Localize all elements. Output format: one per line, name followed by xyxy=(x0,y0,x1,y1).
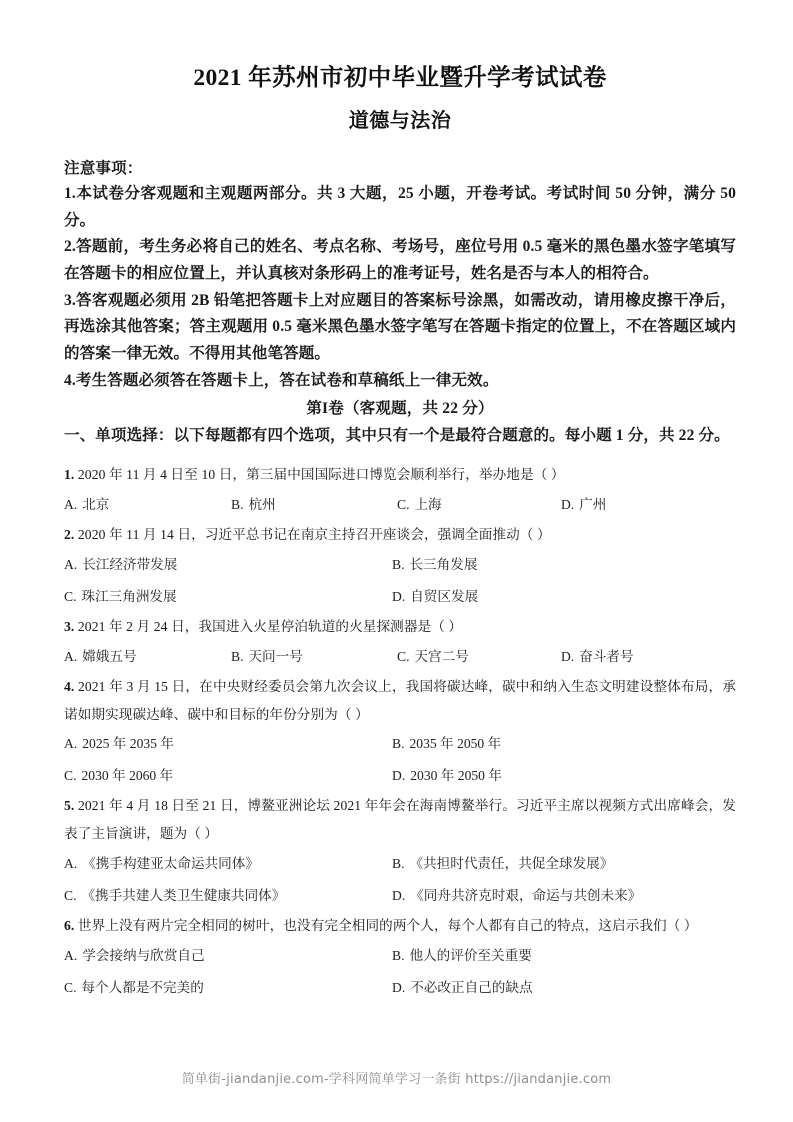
notice-item-3: 3.答客观题必须用 2B 铅笔把答题卡上对应题目的答案标号涂黑，如需改动，请用橡皮擦干净后，再选涂其他答案；答主观题用 0.5 毫米黑色墨水签字笔写在答题卡指定的位置上，不在答题区域内的答案一律无效。不得用其他笔答题。 xyxy=(64,291,736,363)
question-3-option-d[interactable] xyxy=(561,641,736,673)
question-5-stem xyxy=(64,792,736,848)
question-5-option-b[interactable] xyxy=(392,848,736,880)
question-3 xyxy=(64,613,736,673)
question-4-stem xyxy=(64,673,736,729)
part-heading: 第I卷（客观题，共 22 分） xyxy=(306,400,494,418)
question-6-option-b-letter: B. xyxy=(392,947,405,963)
question-5-option-c-letter: C. xyxy=(64,887,77,903)
question-5-option-b-letter: B. xyxy=(392,856,405,872)
question-3-option-b-text: 天问一号 xyxy=(248,648,303,664)
question-4-option-c[interactable] xyxy=(64,760,392,792)
notice-heading: 注意事项： xyxy=(64,160,143,178)
question-2-number: 2. xyxy=(64,527,75,543)
question-6-number: 6. xyxy=(64,917,75,933)
question-1-option-c[interactable] xyxy=(397,489,561,521)
question-3-option-a-text: 嫦娥五号 xyxy=(82,648,137,664)
question-5-options-row-1 xyxy=(64,848,736,880)
question-2-option-c[interactable] xyxy=(64,581,392,613)
question-5-option-d[interactable] xyxy=(392,880,736,912)
question-1-stem xyxy=(64,461,736,489)
question-3-option-a-letter: A. xyxy=(64,648,78,664)
question-1-option-b-text: 杭州 xyxy=(248,497,276,513)
question-6-option-a[interactable] xyxy=(64,940,392,972)
notice-block xyxy=(64,157,736,394)
question-2-option-d[interactable] xyxy=(392,581,736,613)
question-2-stem xyxy=(64,521,736,549)
question-3-text: 2021 年 2 月 24 日，我国进入火星停泊轨道的火星探测器是（ ） xyxy=(77,618,463,634)
question-4-options-row-2 xyxy=(64,760,736,792)
question-4 xyxy=(64,673,736,793)
question-6-options-row-1 xyxy=(64,940,736,972)
question-1-option-a-text: 北京 xyxy=(82,497,110,513)
question-2-option-d-letter: D. xyxy=(392,588,406,604)
question-3-option-c[interactable] xyxy=(397,641,561,673)
question-2-option-b-text: 长三角发展 xyxy=(409,557,478,573)
question-2-option-a[interactable] xyxy=(64,549,392,581)
question-3-option-c-text: 天宫二号 xyxy=(414,648,469,664)
question-4-text: 2021 年 3 月 15 日，在中央财经委员会第九次会议上，我国将碳达峰，碳中和纳入生态文明建设整体布局，承诺如期实现碳达峰、碳中和目标的年份分别为（ ） xyxy=(64,678,736,722)
question-1 xyxy=(64,461,736,521)
question-1-options-row-1 xyxy=(64,489,736,521)
page-content xyxy=(64,0,736,1004)
question-4-option-a-text: 2025 年 2035 年 xyxy=(82,736,174,752)
question-1-option-a[interactable] xyxy=(64,489,231,521)
question-5-option-c[interactable] xyxy=(64,880,392,912)
question-4-option-d-letter: D. xyxy=(392,768,406,784)
question-5-text: 2021 年 4 月 18 日至 21 日，博鳌亚洲论坛 2021 年年会在海南博鳌举行。习近平主席以视频方式出席峰会，发表了主旨演讲，题为（ ） xyxy=(64,798,736,842)
question-6-option-c-text: 每个人都是不完美的 xyxy=(81,979,204,995)
question-1-option-c-letter: C. xyxy=(397,497,410,513)
question-4-option-a-letter: A. xyxy=(64,736,78,752)
question-2-options-row-1 xyxy=(64,549,736,581)
question-2-option-d-text: 自贸区发展 xyxy=(410,588,479,604)
question-5-option-d-letter: D. xyxy=(392,887,406,903)
question-4-option-c-letter: C. xyxy=(64,768,77,784)
question-1-option-c-text: 上海 xyxy=(414,497,442,513)
question-1-text: 2020 年 11 月 4 日至 10 日，第三届中国国际进口博览会顺利举行，举办地是（ ） xyxy=(77,467,565,483)
question-3-options-row-1 xyxy=(64,641,736,673)
notice-item-2: 2.答题前，考生务必将自己的姓名、考点名称、考场号，座位号用 0.5 毫米的黑色墨水签字笔填写在答题卡的相应位置上，并认真核对条形码上的准考证号，姓名是否与本人的相符合。 xyxy=(64,238,736,283)
question-6-option-b-text: 他人的评价至关重要 xyxy=(409,947,532,963)
question-3-option-d-letter: D. xyxy=(561,648,575,664)
question-4-option-a[interactable] xyxy=(64,728,392,760)
question-3-option-d-text: 奋斗者号 xyxy=(579,648,634,664)
question-3-option-b[interactable] xyxy=(231,641,397,673)
question-1-option-d-letter: D. xyxy=(561,497,575,513)
question-4-option-b-text: 2035 年 2050 年 xyxy=(409,736,502,752)
question-5-option-b-text: 《共担时代责任，共促全球发展》 xyxy=(409,856,614,872)
question-6-option-d[interactable] xyxy=(392,972,736,1004)
question-5-option-a-letter: A. xyxy=(64,856,78,872)
question-6-option-a-letter: A. xyxy=(64,947,78,963)
question-6-option-c[interactable] xyxy=(64,972,392,1004)
question-3-number: 3. xyxy=(64,618,75,634)
question-3-option-b-letter: B. xyxy=(231,648,244,664)
question-2-option-c-text: 珠江三角洲发展 xyxy=(81,588,177,604)
question-6-option-a-text: 学会接纳与欣赏自己 xyxy=(82,947,205,963)
section-heading: 一、单项选择：以下每题都有四个选项，其中只有一个是最符合题意的。每小题 1 分，共 22 分。 xyxy=(64,426,730,444)
question-4-option-d-text: 2030 年 2050 年 xyxy=(410,768,502,784)
question-1-option-b-letter: B. xyxy=(231,497,244,513)
question-4-option-d[interactable] xyxy=(392,760,736,792)
question-5-option-a-text: 《携手构建亚太命运共同体》 xyxy=(82,856,259,872)
question-1-option-b[interactable] xyxy=(231,489,397,521)
question-3-option-c-letter: C. xyxy=(397,648,410,664)
question-2-option-a-letter: A. xyxy=(64,557,78,573)
page-title: 2021 年苏州市初中毕业暨升学考试试卷 xyxy=(193,65,607,91)
notice-item-4: 4.考生答题必须答在答题卡上，答在试卷和草稿纸上一律无效。 xyxy=(64,371,499,389)
question-2-option-b-letter: B. xyxy=(392,557,405,573)
question-3-option-a[interactable] xyxy=(64,641,231,673)
question-4-option-b-letter: B. xyxy=(392,736,405,752)
question-1-option-d[interactable] xyxy=(561,489,736,521)
question-6-option-d-letter: D. xyxy=(392,979,406,995)
question-2-option-c-letter: C. xyxy=(64,588,77,604)
question-1-option-a-letter: A. xyxy=(64,497,78,513)
footer-watermark: 简单街-jiandanjie.com-学科网简单学习一条街 https://jiandanjie.com xyxy=(181,1072,612,1087)
question-1-number: 1. xyxy=(64,467,75,483)
question-6 xyxy=(64,912,736,1004)
question-3-stem xyxy=(64,613,736,641)
question-5-option-d-text: 《同舟共济克时艰，命运与共创未来》 xyxy=(410,887,642,903)
question-5 xyxy=(64,792,736,912)
question-5-options-row-2 xyxy=(64,880,736,912)
notice-item-1: 1.本试卷分客观题和主观题两部分。共 3 大题，25 小题，开卷考试。考试时间 50 分钟，满分 50 分。 xyxy=(64,185,736,229)
question-6-option-d-text: 不必改正自己的缺点 xyxy=(410,979,533,995)
question-4-option-b[interactable] xyxy=(392,728,736,760)
question-6-option-c-letter: C. xyxy=(64,979,77,995)
question-2-option-a-text: 长江经济带发展 xyxy=(82,557,178,573)
question-4-number: 4. xyxy=(64,678,75,694)
question-2-option-b[interactable] xyxy=(392,549,736,581)
question-6-text: 世界上没有两片完全相同的树叶，也没有完全相同的两个人，每个人都有自己的特点，这启示我们（ ） xyxy=(77,917,698,933)
question-4-options-row-1 xyxy=(64,728,736,760)
page-subtitle: 道德与法治 xyxy=(348,110,452,133)
question-6-option-b[interactable] xyxy=(392,940,736,972)
question-2 xyxy=(64,521,736,613)
question-5-number: 5. xyxy=(64,798,75,814)
question-5-option-c-text: 《携手共建人类卫生健康共同体》 xyxy=(81,887,286,903)
question-4-option-c-text: 2030 年 2060 年 xyxy=(81,768,174,784)
question-6-options-row-2 xyxy=(64,972,736,1004)
questions-list xyxy=(64,461,736,1003)
question-2-options-row-2 xyxy=(64,581,736,613)
question-2-text: 2020 年 11 月 14 日，习近平总书记在南京主持召开座谈会，强调全面推动（ ） xyxy=(77,527,551,543)
question-1-option-d-text: 广州 xyxy=(579,497,607,513)
question-5-option-a[interactable] xyxy=(64,848,392,880)
question-6-stem xyxy=(64,912,736,940)
